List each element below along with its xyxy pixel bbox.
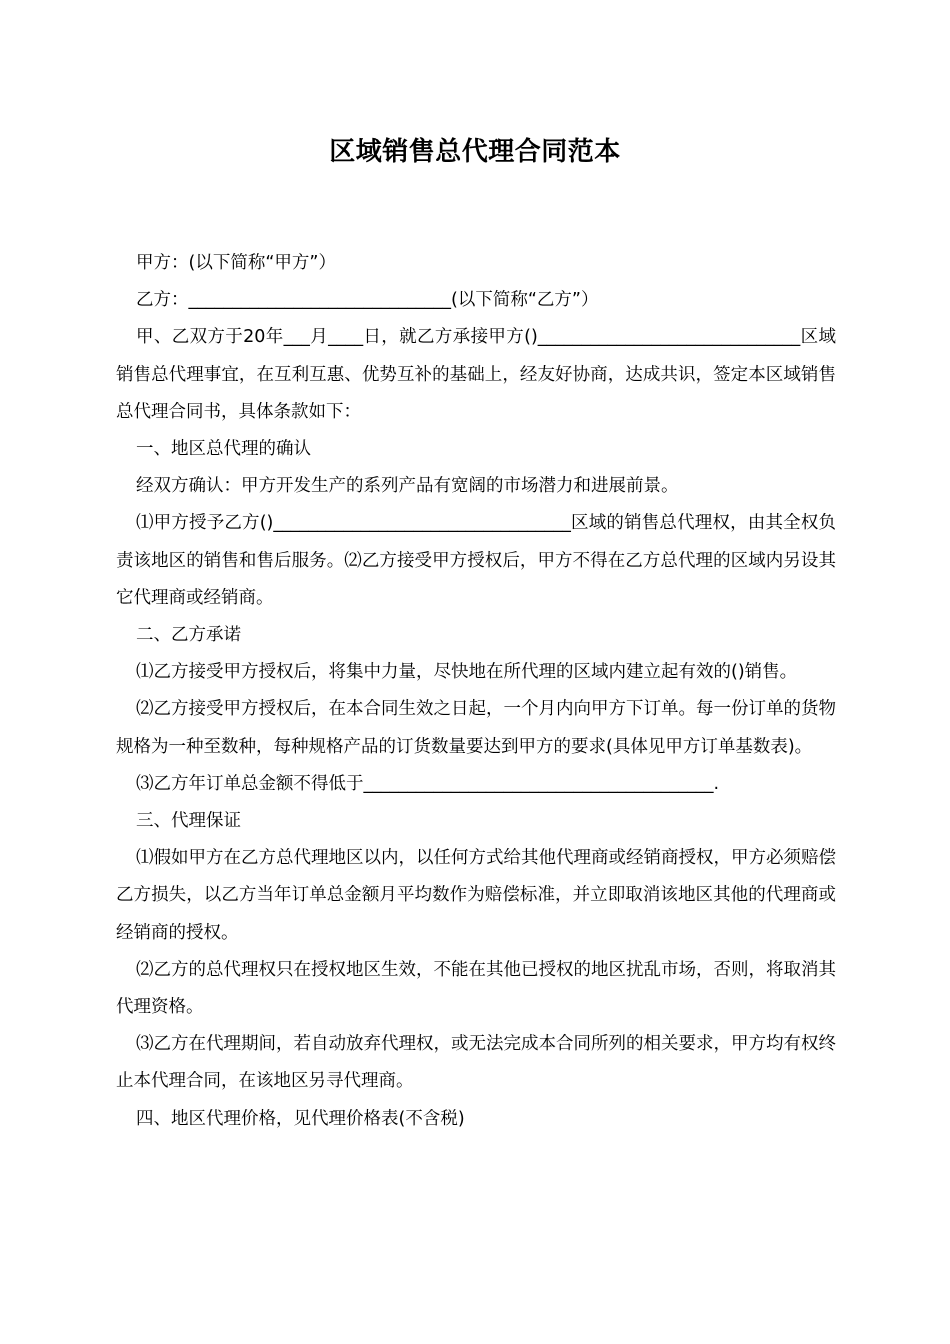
paragraph: 经双方确认：甲方开发生产的系列产品有宽阔的市场潜力和进展前景。 [136,476,679,497]
paragraph: ⑶乙方在代理期间，若自动放弃代理权，或无法完成本合同所列的相关要求，甲方均有权终止本代理合同，在该地区另寻代理商。 [116,1034,836,1092]
paragraph: ⑵乙方接受甲方授权后，在本合同生效之日起，一个月内向甲方下订单。每一份订单的货物规格为一种至数种，每种规格产品的订货数量要达到甲方的要求(具体见甲方订单基数表)。 [116,699,836,757]
document-title: 区域销售总代理合同范本 [329,137,621,167]
document-body [116,245,836,1138]
section-heading-2: 二、乙方承诺 [136,625,241,646]
paragraph-preamble: 甲、乙双方于20年___月____日，就乙方承接甲方()______________________________区域销售总代理事宜，在互利互惠、优势互补的基础上，经友好协商，达成共识，签定本区域销售总代理合同书，具体条款如下： [116,327,836,422]
paragraph: ⑴乙方接受甲方授权后，将集中力量，尽快地在所代理的区域内建立起有效的()销售。 [136,662,798,683]
section-heading-3: 三、代理保证 [136,811,241,832]
paragraph-party-b: 乙方：______________________________(以下简称“乙方”） [136,290,599,311]
paragraph: ⑵乙方的总代理权只在授权地区生效，不能在其他已授权的地区扰乱市场，否则，将取消其代理资格。 [116,959,836,1018]
paragraph: ⑶乙方年订单总金额不得低于________________________________________. [136,773,720,794]
paragraph: ⑴甲方授予乙方()__________________________________区域的销售总代理权，由其全权负责该地区的销售和售后服务。⑵乙方接受甲方授权后，甲方不得在乙方总代理的区域内另设其它代理商或经销商。 [116,513,836,608]
paragraph-party-a: 甲方：(以下简称“甲方”） [136,253,336,273]
section-heading-1: 一、地区总代理的确认 [136,439,311,460]
section-heading-4: 四、地区代理价格，见代理价格表(不含税) [136,1108,465,1129]
paragraph: ⑴假如甲方在乙方总代理地区以内，以任何方式给其他代理商或经销商授权，甲方必须赔偿乙方损失，以乙方当年订单总金额月平均数作为赔偿标准，并立即取消该地区其他的代理商或经销商的授权。 [116,848,836,943]
